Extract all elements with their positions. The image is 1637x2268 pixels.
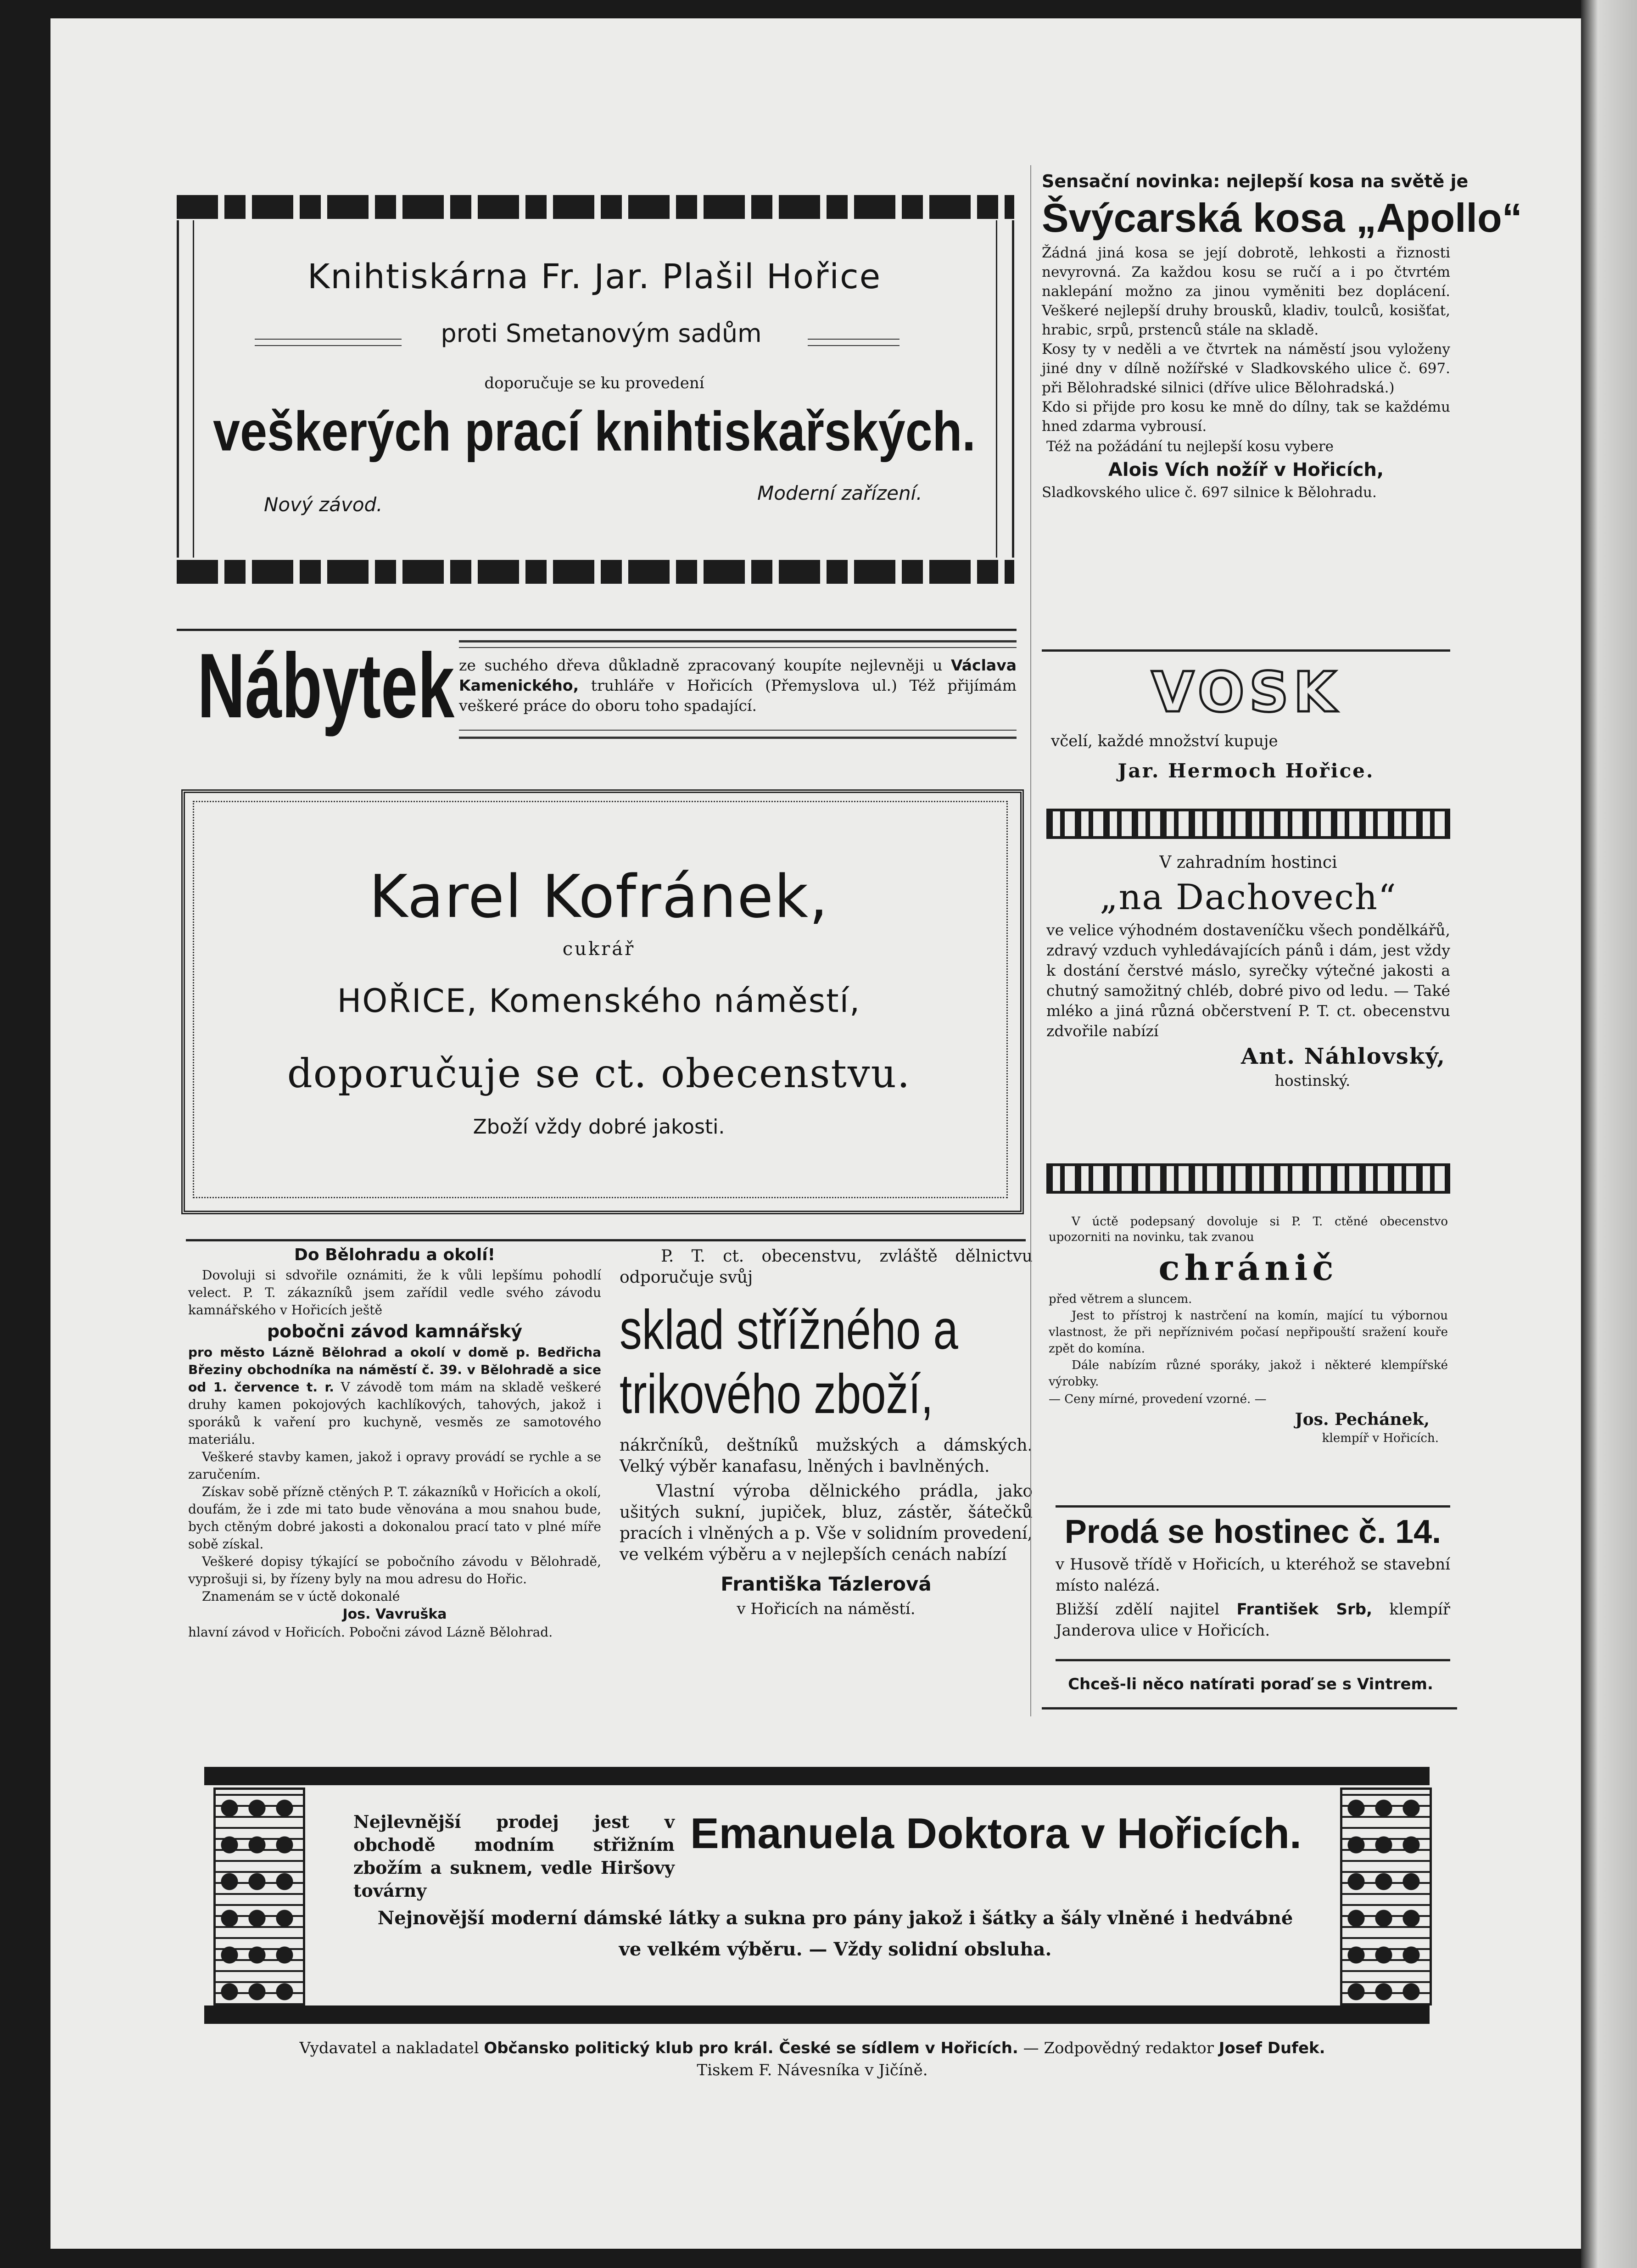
hostinec-p2: [1056, 1599, 1450, 1641]
apollo-p1: Žádná jiná kosa se její dobrotě, lehkosti a řiznosti nevyrovná. Za každou kosu se ručí a i po čtvrtém naklepání možno za jinou vyměniti bez doplácení. Veškeré nejlepší druhy brousků, kladiv, toulců, kosišťat, hrabic, srpů, prstenců stále na skladě.: [1042, 245, 1450, 338]
frame-right-inner: [996, 220, 997, 558]
chranic-signature: Jos. Pechánek,: [1295, 1410, 1430, 1429]
dachovech-name: „na Dachovech“: [1100, 877, 1397, 917]
vosk-title: VOSK: [1151, 661, 1341, 725]
divider: [459, 647, 1017, 648]
chranic-title: chránič: [1158, 1247, 1338, 1288]
kofranek-quality: Zboží vždy dobré jakosti.: [473, 1115, 725, 1139]
tazlerova-p2: Vlastní výroba dělnického prádla, jako ušitých sukní, jupiček, bluz, zástěr, šátečků pracích i vlněných a p. Vše v solidním provedení, ve velkém výběru a v nejlepších cenách nabízí: [620, 1482, 1033, 1564]
tazlerova-p1: nákrčníků, deštníků mužských a dámských. Velký výběr kanafasu, lněných i bavlněných.: [620, 1436, 1033, 1476]
column-rule: [1056, 1505, 1450, 1508]
column-rule: [1042, 1707, 1457, 1709]
chranic-p4: — Ceny mírné, provedení vzorné. —: [1049, 1392, 1267, 1406]
divider: [459, 640, 1017, 642]
divider: [808, 339, 900, 340]
doktor-line2: ve velkém výběru. — Vždy solidní obsluha.: [619, 1938, 1052, 1960]
dachovech-role: hostinský.: [1274, 1072, 1351, 1089]
dachovech-intro: V zahradním hostinci: [1159, 853, 1337, 872]
apollo-name: Alois Vích nožíř v Hořicích,: [1108, 459, 1384, 480]
apollo-p4: Též na požádání tu nejlepší kosu vybere: [1046, 438, 1334, 455]
apollo-p2: Kosy ty v neděli a ve čtvrtek na náměstí jsou vyloženy jiné dny v dílně nožířské v Sladkovského ulice č. 697. při Bělohradské silnici (dříve ulice Bělohradská.): [1042, 341, 1450, 396]
belohrad-heading: Do Bělohradu a okolí!: [294, 1246, 496, 1264]
chranic-p1: před větrem a sluncem.: [1049, 1292, 1192, 1306]
kofranek-address: HOŘICE, Komenského náměstí,: [337, 982, 861, 1020]
belohrad-p5: Veškeré dopisy týkající se pobočního závodu v Bělohradě, vyprošuji si, by řízeny byly na mou adresu do Hořic.: [188, 1554, 601, 1586]
imprint-editor-label: — Zodpovědný redaktor: [1023, 2039, 1214, 2057]
doktor-bar-bottom: [204, 2005, 1430, 2024]
belohrad-p4: Získav sobě přízně ctěných P. T. zákazníků v Hořicích a okolí, doufám, že i zde mi tato bude věnována a mou snahou bude, bych ctěným dobré jakosti a dokonalou prací tato v plné míře sobě získal.: [188, 1484, 601, 1552]
column-separator: [1030, 165, 1031, 1716]
frame-left: [177, 220, 179, 558]
imprint-publisher: Občansko politický klub pro král. České se sídlem v Hořicích.: [484, 2039, 1018, 2057]
divider: [459, 737, 1017, 739]
apollo-p3: Kdo si přijde pro kosu ke mně do dílny, tak se každému hned zdarma vybrousí.: [1042, 399, 1450, 435]
apollo-headline: Švýcarská kosa „Apollo“: [1042, 195, 1522, 240]
dachovech-signature: Ant. Náhlovský,: [1240, 1044, 1446, 1069]
binding-edge: [1581, 0, 1637, 2268]
imprint-editor: Josef Dufek.: [1218, 2039, 1325, 2057]
hostinec-headline: Prodá se hostinec č. 14.: [1064, 1514, 1441, 1550]
printer-headline: veškerých prací knihtiskařských.: [213, 400, 976, 463]
floral-ornament-left: [213, 1788, 305, 2005]
doktor-line1: Nejnovější moderní dámské látky a sukna pro pány jakož i šátky a šály vlněné i hedvábné: [377, 1907, 1293, 1929]
chranic-role: klempíř v Hořicích.: [1322, 1431, 1439, 1445]
belohrad-p2: [188, 1344, 601, 1448]
chranic-p3: Dále nabízím různé sporáky, jakož i některé klempířské výrobky.: [1049, 1358, 1448, 1389]
belohrad-p2-text: V závodě tom mám na skladě veškeré druhy kamen pokojových kachlíkových, tahových, jakož i sporáků k vaření pro kuchyně, vesměs ze samotového materiálu.: [188, 1380, 601, 1447]
chranic-intro: V úctě podepsaný dovoluje si P. T. ctěné obecenstvo upozorniti na novinku, tak zvanou: [1049, 1215, 1448, 1244]
tazlerova-ad: [620, 1246, 1033, 1620]
ornament-band-bottom: [177, 560, 1014, 584]
frame-right: [1012, 220, 1014, 558]
printer-right-note: Moderní zařízení.: [757, 482, 922, 504]
belohrad-footer: hlavní závod v Hořicích. Pobočni závod Lázně Bělohrad.: [188, 1625, 553, 1640]
ornament-band: [1046, 809, 1450, 839]
printer-name: Knihtiskárna Fr. Jar. Plašil Hořice: [307, 257, 882, 296]
doktor-name: Emanuela Doktora v Hořicích.: [690, 1809, 1302, 1857]
imprint-line1: [174, 2038, 1450, 2059]
belohrad-ad: [188, 1244, 601, 1641]
belohrad-p2-bold: pro město Lázně Bělohrad a okolí v domě p. Bedřicha Březiny obchodníka na náměstí č. 39. v Bělohradě a sice od 1. července t. r.: [188, 1345, 601, 1395]
divider: [459, 730, 1017, 731]
apollo-intro: Sensační novinka: nejlepší kosa na světě je: [1042, 171, 1469, 191]
apollo-ad: [1042, 170, 1522, 502]
imprint-line2: Tiskem F. Návesníka v Jičíně.: [697, 2061, 928, 2079]
doktor-bar-top: [204, 1767, 1430, 1785]
dachovech-ad: [1046, 851, 1450, 1090]
divider: [808, 345, 900, 346]
hostinec-text: v Husově třídě v Hořicích, u kteréhož se stavební místo nalézá.: [1056, 1555, 1450, 1595]
nabytek-text-post: truhláře v Hořicích (Přemyslova ul.) Též přijímám veškeré práce do oboru toho spadající.: [459, 676, 1017, 715]
nabytek-name: Václava Kamenického,: [459, 656, 1017, 694]
dachovech-text: ve velice výhodném dostaveníčku všech pondělkářů, zdravý vzduch vyhledávajících pánů i dám, jest vždy k dostání čerstvé máslo, syrečky výtečné jakosti a chutný samožitný chléb, dobré pivo od ledu. — Také mléko a jiná různá občerstvení P. T. ct. obecenstvu zdvořile nabízí: [1046, 921, 1450, 1040]
nabytek-title: Nábytek: [197, 635, 455, 737]
belohrad-p3: Veškeré stavby kamen, jakož i opravy provádí se rychle a se zaručením.: [188, 1449, 601, 1482]
column-rule: [177, 629, 1017, 631]
floral-ornament-right: [1340, 1788, 1432, 2005]
column-rule: [186, 1239, 1026, 1241]
hostinec-p2-name: František Srb,: [1236, 1600, 1373, 1619]
hostinec-p2-post: klempíř Janderova ulice v Hořicích.: [1056, 1600, 1450, 1640]
hostinec-ad: [1056, 1510, 1450, 1641]
apollo-address: Sladkovského ulice č. 697 silnice k Bělohradu.: [1042, 484, 1377, 501]
tazlerova-headline: sklad střížného a trikového zboží,: [620, 1298, 958, 1425]
vintr-ad: Chceš-li něco natírati poraď se s Vintrem.: [1068, 1675, 1433, 1693]
doktor-left-text: Nejlevnější prodej jest v obchodě modním střižním zbožím a suknem, vedle Hiršovy továrny: [353, 1811, 675, 1901]
vosk-text: včelí, každé množství kupuje: [1051, 732, 1278, 750]
tazlerova-name: Františka Tázlerová: [721, 1573, 932, 1595]
divider: [255, 345, 402, 346]
belohrad-signature: Jos. Vavruška: [342, 1606, 447, 1622]
belohrad-p1: Dovoluji si sdvořile oznámiti, že k vůli lepšímu pohodlí velect. P. T. zákazníků jsem zařídil vedle svého závodu kamnářského v Hořicích ještě: [188, 1268, 601, 1318]
divider: [255, 339, 402, 340]
imprint-publisher-label: Vydavatel a nakladatel: [299, 2039, 479, 2057]
column-rule: [1042, 649, 1450, 652]
kofranek-trade: cukrář: [562, 938, 636, 960]
vosk-name: Jar. Hermoch Hořice.: [1117, 760, 1374, 782]
printer-left-note: Nový závod.: [264, 493, 383, 516]
printer-address: proti Smetanovým sadům: [441, 319, 762, 348]
tazlerova-intro: P. T. ct. obecenstvu, zvláště dělnictvu odporučuje svůj: [620, 1247, 1033, 1287]
kofranek-recommends: doporučuje se ct. obecenstvu.: [287, 1051, 911, 1097]
kofranek-name: Karel Kofránek,: [369, 863, 829, 931]
tazlerova-location: v Hořicích na náměstí.: [737, 1600, 916, 1618]
nabytek-text: [459, 655, 1017, 716]
nabytek-text-pre: ze suchého dřeva důkladně zpracovaný koupíte nejlevněji u: [459, 656, 943, 674]
belohrad-p6: Znamenám se v úctě dokonalé: [202, 1589, 400, 1604]
frame-left-inner: [193, 220, 194, 558]
belohrad-sub: pobočni závod kamnářský: [267, 1321, 523, 1341]
ornament-band: [1046, 1163, 1450, 1194]
chranic-ad: [1049, 1214, 1448, 1446]
printer-recommends: doporučuje se ku provedení: [484, 374, 704, 392]
ornament-band-top: [177, 195, 1014, 219]
column-rule: [1056, 1659, 1450, 1661]
hostinec-p2-pre: Bližší zdělí najitel: [1056, 1600, 1220, 1619]
chranic-p2: Jest to přístroj k nastrčení na komín, mající tu výbornou vlastnost, že při nepříznivém počasí nepřipouští sražení kouře zpět do komína.: [1049, 1309, 1448, 1356]
